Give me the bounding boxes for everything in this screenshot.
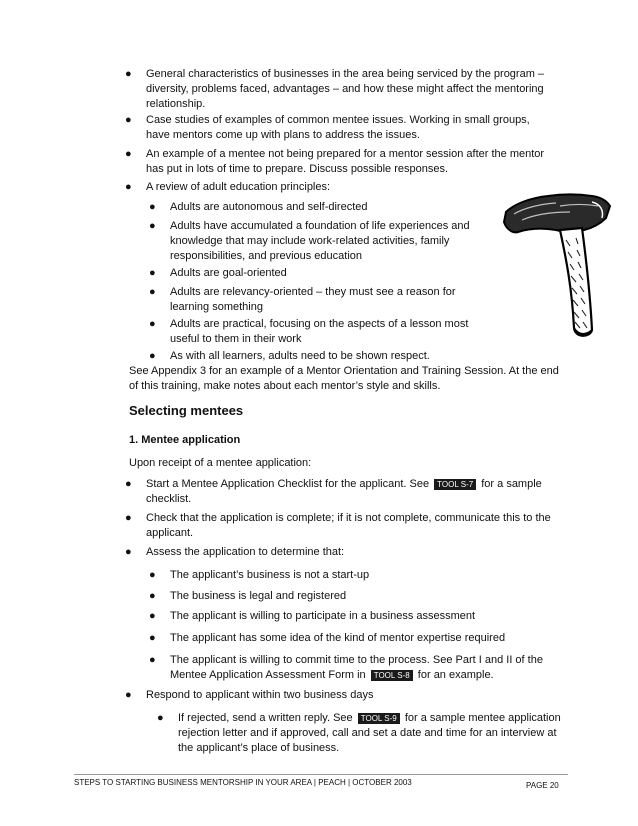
item-text: If rejected, send a written reply. See xyxy=(178,712,353,724)
tool-badge[interactable]: TOOL S-7 xyxy=(434,479,476,490)
bullet-icon: ● xyxy=(125,68,132,80)
bullet-icon: ● xyxy=(149,590,156,602)
page-number: PAGE 20 xyxy=(526,781,559,790)
tool-badge[interactable]: TOOL S-9 xyxy=(358,713,400,724)
bullet-icon: ● xyxy=(149,632,156,644)
bullet-icon: ● xyxy=(149,569,156,581)
list-item: Adults are practical, focusing on the aspects of a lesson most useful to them in their work xyxy=(170,318,469,345)
bullet-icon: ● xyxy=(149,318,156,330)
list-item: Adults are goal-oriented xyxy=(170,267,287,279)
list-item xyxy=(178,711,563,756)
list-item: The applicant’s business is not a start-up xyxy=(170,569,370,581)
list-item: The applicant has some idea of the kind of mentor expertise required xyxy=(170,632,506,644)
list-item: As with all learners, adults need to be shown respect. xyxy=(170,350,430,362)
list-item: Adults are autonomous and self-directed xyxy=(170,201,368,213)
bullet-icon: ● xyxy=(149,350,156,362)
hammer-icon xyxy=(500,188,618,344)
list-item: Adults are relevancy-oriented – they must see a reason for learning something xyxy=(170,286,456,313)
list-item: The applicant is willing to participate in a business assessment xyxy=(170,610,476,622)
bullet-icon: ● xyxy=(149,267,156,279)
bullet-icon: ● xyxy=(125,512,132,524)
tool-badge[interactable]: TOOL S-8 xyxy=(371,670,413,681)
list-item: Respond to applicant within two business days xyxy=(146,689,374,701)
list-item: An example of a mentee not being prepared for a mentor session after the mentor has put in lots of time to prepare. Discuss possible responses. xyxy=(146,148,545,175)
bullet-icon: ● xyxy=(125,114,132,126)
footer-divider xyxy=(74,774,568,775)
list-item: A review of adult education principles: xyxy=(146,181,331,193)
list-item: Check that the application is complete; if it is not complete, communicate this to the applicant. xyxy=(146,512,551,539)
item-text: for a sample checklist. xyxy=(146,478,542,505)
list-item: Adults have accumulated a foundation of life experiences and knowledge that may include work-related activities, family responsibilities, and previous education xyxy=(170,220,470,262)
bullet-icon: ● xyxy=(149,201,156,213)
section-heading: Selecting mentees xyxy=(129,403,244,418)
item-text: Start a Mentee Application Checklist for the applicant. See xyxy=(146,478,430,490)
bullet-icon: ● xyxy=(149,610,156,622)
list-item: The business is legal and registered xyxy=(170,590,347,602)
list-item xyxy=(170,653,555,683)
list-item: General characteristics of businesses in the area being serviced by the program – diversity, problems faced, advantages – and how these might affect the mentoring relationship. xyxy=(146,68,545,110)
footer-title: STEPS TO STARTING BUSINESS MENTORSHIP IN YOUR AREA | PEACH | OCTOBER 2003 xyxy=(74,778,412,787)
list-item xyxy=(146,477,566,507)
item-text: The applicant is willing to commit time to the process. See Part I and II of the Mentee Application Assessment Form in xyxy=(170,654,543,681)
bullet-icon: ● xyxy=(149,654,156,666)
subsection-heading: 1. Mentee application xyxy=(129,434,241,446)
bullet-icon: ● xyxy=(149,220,156,232)
bullet-icon: ● xyxy=(125,689,132,701)
list-item: Assess the application to determine that: xyxy=(146,546,345,558)
intro-text: Upon receipt of a mentee application: xyxy=(129,457,312,469)
item-text: for a sample mentee application rejection letter and if approved, call and set a date and time for an interview at the applicant’s place of business. xyxy=(178,712,561,754)
bullet-icon: ● xyxy=(157,712,164,724)
bullet-icon: ● xyxy=(125,546,132,558)
bullet-icon: ● xyxy=(125,148,132,160)
item-text: for an example. xyxy=(417,669,494,681)
bullet-icon: ● xyxy=(125,181,132,193)
list-item: Case studies of examples of common mentee issues. Working in small groups, have mentors come up with plans to address the issues. xyxy=(146,114,530,141)
bullet-icon: ● xyxy=(149,286,156,298)
appendix-note: See Appendix 3 for an example of a Mentor Orientation and Training Session. At the end of this training, make notes about each mentor’s style and skills. xyxy=(129,365,559,392)
bullet-icon: ● xyxy=(125,478,132,490)
